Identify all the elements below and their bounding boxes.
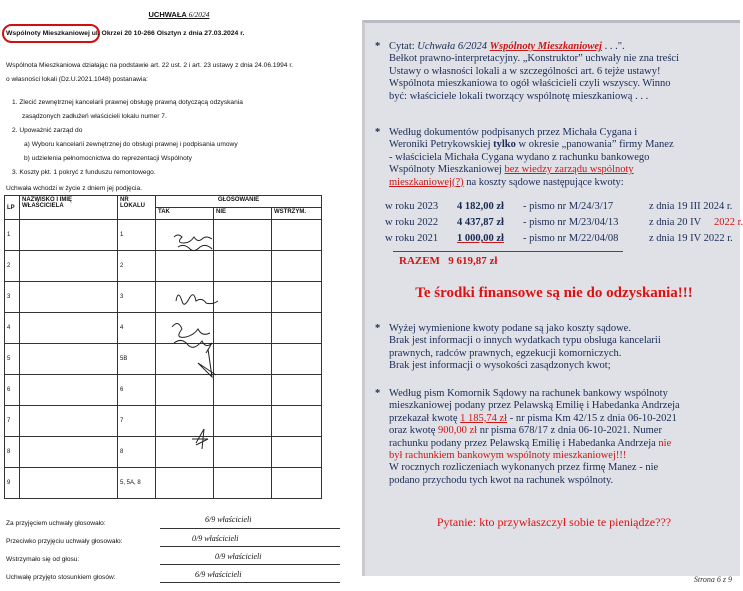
paragraph-1 (389, 41, 734, 103)
scanned-resolution (0, 0, 358, 591)
p1-l4: Wspólnota mieszkaniowa to ogół właścicieli czyli wszyscy. Winno (389, 78, 671, 90)
p1-b: Uchwała 6/2024 (417, 41, 490, 52)
voting-table-body (5, 220, 322, 499)
item2: 2. Upoważnić zarząd do (12, 127, 83, 134)
p4-l4b: 900,00 zł (437, 425, 478, 437)
th-nr: NR LOKALU (118, 196, 156, 220)
effective-note: Uchwała wchodzi w życie z dniem jej podjęcia. (6, 185, 142, 192)
p2-l2c: w okresie „panowania” firmy Manez (515, 139, 674, 151)
p4-l5b: nie (658, 437, 672, 449)
sum-rule (393, 251, 623, 252)
p3-l2: Brak jest informacji o innych wydatkach typu obsługa kancelarii (389, 335, 661, 347)
doc-title-word: UCHWAŁA (148, 10, 187, 19)
p2-l5a: mieszkaniowej(?) (389, 176, 464, 188)
cell-lp: 2 (5, 251, 20, 282)
table-row (5, 282, 322, 313)
p1-a: Cytat: (389, 41, 418, 52)
cell-nr: 2 (118, 251, 156, 282)
cost-amount: 4 437,87 zł (457, 217, 504, 228)
signature-8 (192, 429, 208, 449)
p4-l5a: rachunku podany przez Pelawską Emilię i Habedanka Andrzeja (389, 437, 659, 449)
table-row (5, 313, 322, 344)
cell-lp: 3 (5, 282, 20, 313)
cell-nr: 1 (118, 220, 156, 251)
item1-line1: 1. Zlecić zewnętrznej kancelarii prawnej obsługę prawną dotyczącą odzyskania (12, 99, 243, 106)
foot1-value: 6/9 właścicieli (205, 515, 252, 524)
cell-name (20, 437, 118, 468)
cost-ref: - pismo nr M/24/3/17 (523, 201, 614, 212)
doc-title-number: 6/2024 (188, 10, 210, 19)
cell-name (20, 406, 118, 437)
foot2-label: Przeciwko przyjęciu uchwały głosowało: (6, 538, 123, 545)
item2b: b) udzielenia pełnomocnictwa do reprezentacji Wspólnoty (24, 155, 192, 162)
cell-wstrz (272, 406, 322, 437)
cost-ref: - pismo nr M/23/04/13 (523, 217, 619, 228)
cell-lp: 6 (5, 375, 20, 406)
header-highlight: Wspólnoty Mieszkaniowej (6, 30, 90, 37)
signature-1 (174, 235, 212, 251)
item2a: a) Wyboru kancelarii zewnętrznej do obsługi prawnej i podpisania umowy (24, 141, 238, 148)
bullet-star-4: * (375, 388, 381, 399)
p3-l1: Wyżej wymienione kwoty podane są jako koszty sądowe. (389, 323, 631, 334)
p1-c: Wspólnoty Mieszkaniowej (489, 41, 602, 52)
p4-l4c: nr pisma 678/17 z dnia 06-10-2021. Numer (477, 425, 662, 437)
bullet-star-2: * (375, 127, 381, 138)
foot1-line (160, 528, 340, 529)
cell-nr: 8 (118, 437, 156, 468)
intro-line1: Wspólnota Mieszkaniowa działając na podstawie art. 22 ust. 2 i art. 23 ustawy z dnia 24.06.1994 r. (6, 62, 293, 69)
p4-l4a: oraz kwotę (389, 425, 438, 437)
foot2-line (160, 546, 340, 547)
th-lp: LP (5, 196, 20, 220)
headline: Te środki finansowe są nie do odzyskania!!! (415, 285, 693, 301)
paragraph-3 (389, 323, 734, 373)
paragraph-4 (389, 388, 734, 487)
th-tak: TAK (156, 208, 214, 220)
cell-name (20, 282, 118, 313)
p4-l1: Według pism Komornik Sądowy na rachunek bankowy wspólnoty (389, 388, 668, 399)
p2-l2a: Weroniki Petrykowskiej (389, 139, 494, 151)
cell-nr: 7 (118, 406, 156, 437)
cost-date: z dnia 20 IV (649, 217, 702, 228)
p2-l4a: Wspólnoty Mieszkaniowej (389, 164, 505, 176)
cell-nr: 4 (118, 313, 156, 344)
p1-l2: Bełkot prawno-interpretacyjny. „Konstruktor” uchwały nie zna treści (389, 53, 680, 65)
paragraph-2 (389, 127, 734, 189)
table-row (5, 220, 322, 251)
table-row (5, 344, 322, 375)
cost-year: w roku 2022 (385, 217, 439, 228)
cost-amount: 4 182,00 zł (457, 201, 504, 212)
foot3-label: Wstrzymało się od głosu: (6, 556, 80, 563)
cell-wstrz (272, 220, 322, 251)
bullet-star-3: * (375, 323, 381, 334)
cost-date: z dnia 19 III 2024 r. (649, 201, 733, 212)
signature-4 (172, 323, 212, 353)
cost-year: w roku 2021 (385, 233, 439, 244)
cell-lp: 8 (5, 437, 20, 468)
signature-3 (176, 295, 218, 304)
th-nie: NIE (214, 208, 272, 220)
table-row (5, 468, 322, 499)
table-row (5, 251, 322, 282)
th-wstrz: WSTRZYM. (272, 208, 322, 220)
p4-l3a: przekazał kwotę (389, 412, 461, 424)
foot4-value: 6/9 właścicieli (195, 570, 242, 579)
commentary-panel (362, 20, 743, 576)
foot4-line (160, 582, 340, 583)
closing-question: Pytanie: kto przywłaszczył sobie te pieniądze??? (436, 515, 672, 529)
bullet-star-1: * (375, 41, 381, 52)
p1-d: . . .". (601, 41, 625, 52)
signatures (168, 231, 228, 491)
p2-l1: Według dokumentów podpisanych przez Michała Cygana i (389, 127, 638, 138)
foot3-value: 0/9 właścicieli (215, 552, 262, 561)
cell-wstrz (272, 313, 322, 344)
doc-title (0, 10, 358, 19)
cost-date: z dnia 19 IV 2022 r. (649, 233, 733, 244)
signature-5 (198, 349, 216, 377)
cell-lp: 4 (5, 313, 20, 344)
cost-amount: 1 000,00 zł (457, 233, 504, 244)
foot4-label: Uchwałę przyjęto stosunkiem głosów: (6, 574, 116, 581)
p2-l4b: bez wiedzy zarządu wspólnoty (504, 164, 634, 176)
item1-line2: zasądzonych zadłużeń właścicieli lokalu numer 7. (22, 113, 167, 120)
p4-l3b: 1 185,74 zł (460, 412, 508, 424)
cell-wstrz (272, 251, 322, 282)
p1-l3: Ustawy o własności lokali a w szczególności art. 6 tejże ustawy! (389, 65, 661, 77)
p4-l3c: - nr pisma Km 42/15 z dnia 06-10-2021 (507, 412, 677, 424)
cell-nr: 6 (118, 375, 156, 406)
cell-name (20, 220, 118, 251)
cell-nr: 5B (118, 344, 156, 375)
cell-nr: 3 (118, 282, 156, 313)
total-row (399, 255, 497, 267)
cell-wstrz (272, 375, 322, 406)
cell-wstrz (272, 282, 322, 313)
header-rest: ul. Okrzei 20 10-266 Olsztyn z dnia 27.03.2024 r. (91, 30, 245, 37)
p4-l6: był rachunkiem bankowym wspólnoty mieszkaniowej!!! (389, 450, 627, 462)
cell-name (20, 344, 118, 375)
cell-lp: 9 (5, 468, 20, 499)
p2-l5b: na koszty sądowe następujące kwoty: (463, 176, 624, 188)
cost-year: w roku 2023 (385, 201, 439, 212)
intro-line2: o własności lokali (Dz.U.2021.1048) postanawia: (6, 76, 148, 83)
cell-name (20, 468, 118, 499)
cell-wstrz (272, 344, 322, 375)
p4-l8: podano przychodu tych kwot na rachunek wspólnoty. (389, 474, 614, 486)
p2-l2b: tylko (493, 139, 516, 151)
cell-name (20, 251, 118, 282)
cost-ref: - pismo nr M/22/04/08 (523, 233, 619, 244)
table-row (5, 375, 322, 406)
cell-name (20, 375, 118, 406)
table-row (5, 406, 322, 437)
cell-lp: 7 (5, 406, 20, 437)
p3-l3: prawnych, radców prawnych, egzekucji komorniczych. (389, 347, 622, 359)
cost-date-red: 2022 r. (714, 217, 743, 228)
cell-nr: 5, 5A, 8 (118, 468, 156, 499)
th-name: NAZWISKO I IMIĘ WŁAŚCICIELA (20, 196, 118, 220)
p4-l2: mieszkaniowej podany przez Pelawską Emilię i Habedanka Andrzeja (389, 400, 680, 412)
page-number: Strona 6 z 9 (693, 575, 732, 584)
p3-l4: Brak jest informacji o wysokości zasądzonych kwot; (389, 360, 611, 372)
cell-name (20, 313, 118, 344)
doc-header (6, 30, 244, 37)
total-value: 9 619,87 zł (448, 255, 498, 267)
th-vote: GŁOSOWANIE (156, 196, 322, 208)
item3: 3. Koszty pkt. 1 pokryć z funduszu remontowego. (12, 169, 156, 176)
foot1-label: Za przyjęciem uchwały głosowało: (6, 520, 106, 527)
cell-wstrz (272, 437, 322, 468)
total-label: RAZEM (399, 255, 440, 267)
voting-table (4, 195, 322, 499)
foot2-value: 0/9 właścicieli (192, 534, 239, 543)
table-row (5, 437, 322, 468)
cell-lp: 1 (5, 220, 20, 251)
foot3-line (160, 564, 340, 565)
p2-l3: - właściciela Michała Cygana wydano z rachunku bankowego (389, 151, 650, 163)
cell-wstrz (272, 468, 322, 499)
cell-lp: 5 (5, 344, 20, 375)
p4-l7: W rocznych rozliczeniach wykonanych przez firmę Manez - nie (389, 462, 659, 474)
p1-l5: być: właściciele lokali tworzący wspólnotę mieszkaniową . . . (389, 90, 649, 102)
